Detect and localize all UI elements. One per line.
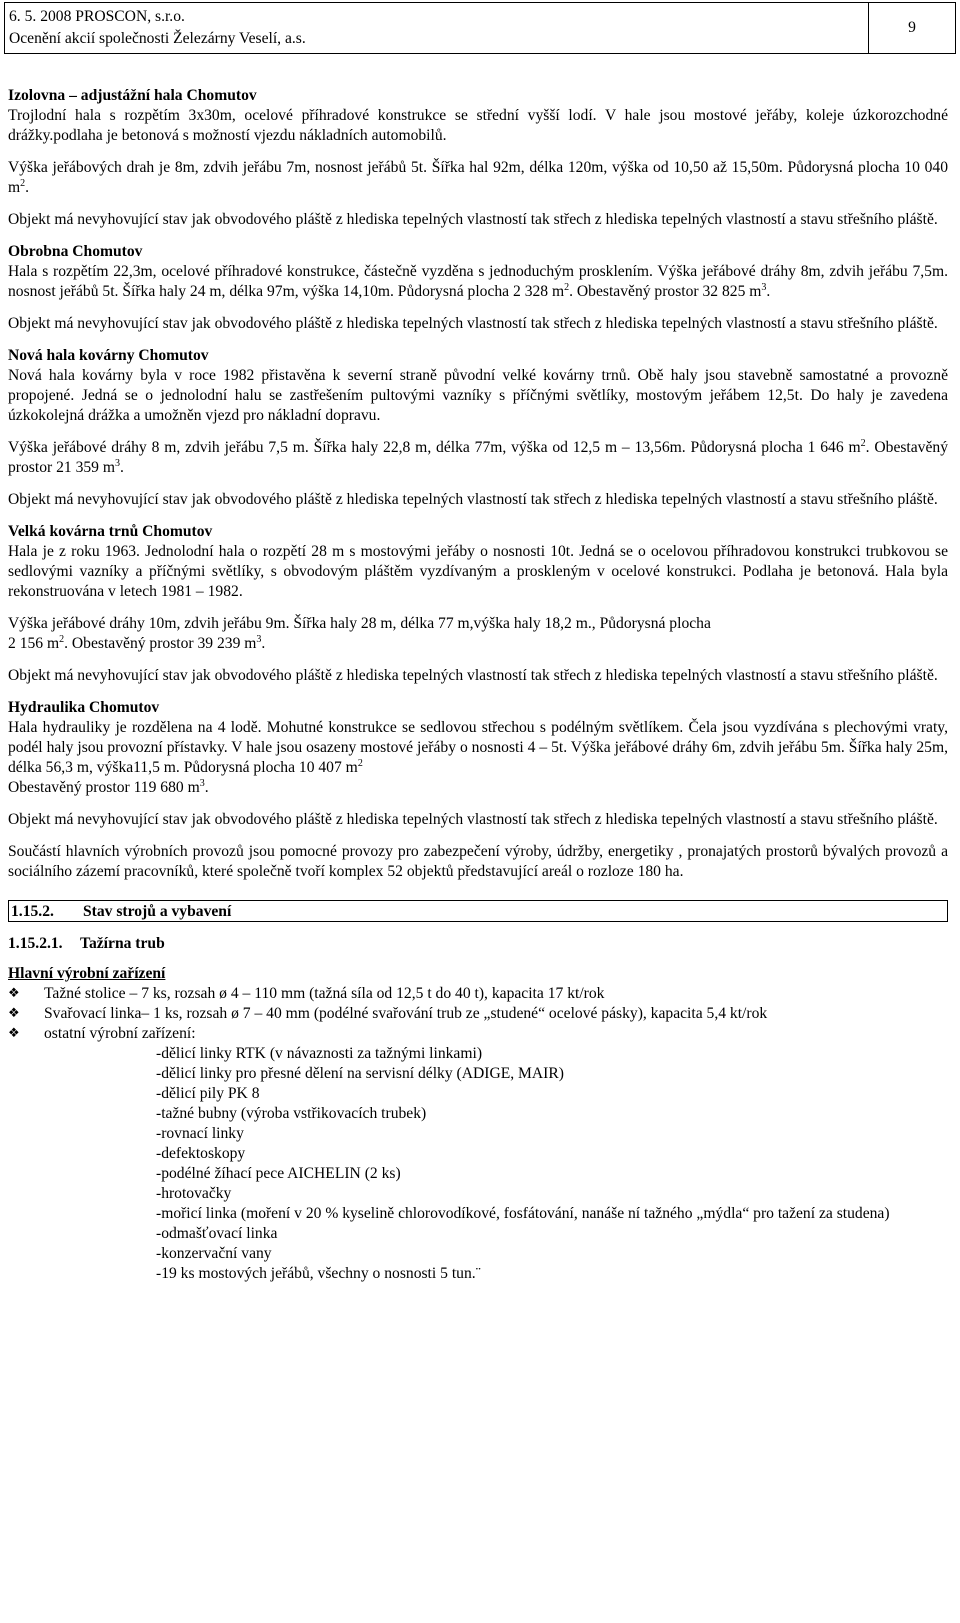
superscript: 3 [256,633,262,645]
kovarna-title: Nová hala kovárny Chomutov [8,347,209,364]
velka-kovarna-description: Hala je z roku 1963. Jednolodní hala o rozpětí 28 m s mostovými jeřáby o nosnosti 10t. Jedná se o ocelovou příhradovou konstrukci trubkovou se sedlovými vazníky a příčnými světlíky, s obvodovým pláštěm vyzdívaným a proskleným v ocelové konstrukci. Podlaha je betonová. Hala byla rekonstruována v letech 1981 – 1982. [8,543,948,600]
other-equipment-list [8,1044,948,1284]
equipment-list [8,984,948,1044]
list-item-text: Tažné stolice – 7 ks, rozsah ø 4 – 110 mm (tažná síla od 12,5 t do 40 t), kapacita 17 kt/rok [44,985,605,1002]
hydraulika-title: Hydraulika Chomutov [8,699,160,716]
list-item: -podélné žíhací pece AICHELIN (2 ks) [156,1165,401,1182]
izolovna-title: Izolovna – adjustážní hala Chomutov [8,87,257,104]
velka-dimensions-text: Výška jeřábové dráhy 10m, zdvih jeřábu 9m. Šířka haly 28 m, délka 77 m,výška haly 18,2 m., Půdorysná plocha [8,615,711,632]
diamond-bullet-icon: ❖ [8,1006,20,1021]
kovarna-description: Nová hala kovárny byla v roce 1982 přistavěna k severní straně původní velké kovárny trnů. Obě haly jsou stavebně samostatné a provozně propojené. Jedná se o jednolodní halu se zastřešením pultovými vazníky s příčnými světlíky, mostovým jeřábem 12,5t. Do haly je zavedena úzkokolejná drážka a umožněn vjezd pro nákladní dopravu. [8,367,948,424]
soucasti-paragraph: Součástí hlavních výrobních provozů jsou pomocné provozy pro zabezpečení výroby, údržby, energetiky , pronajatých prostorů bývalých provozů a sociálního zázemí pracovníků, které společně tvoří komplex 52 objektů představující areál o rozloze 180 ha. [8,843,948,880]
list-item: -odmašťovací linka [156,1225,278,1242]
izolovna-description: Trojlodní hala s rozpětím 3x30m, ocelové příhradové konstrukce se střední vyšší lodí. V hale jsou mostové jeřáby, koleje úzkorozchodné drážky.podlaha je betonová s možností vjezdu nákladních automobilů. [8,107,948,144]
subsection-title: Tažírna trub [80,935,165,952]
punctuation: . [25,179,30,196]
punctuation: . [120,459,124,476]
superscript: 3 [199,777,205,789]
list-item: -dělicí linky pro přesné dělení na servisní délky (ADIGE, MAIR) [156,1065,564,1082]
hydraulika-condition: Objekt má nevyhovující stav jak obvodového pláště z hlediska tepelných vlastností tak střech z hlediska tepelných vlastností a stavu střešního pláště. [8,811,938,828]
list-item: -defektoskopy [156,1145,246,1162]
obrobna-title: Obrobna Chomutov [8,243,143,260]
list-item: -rovnací linky [156,1125,244,1142]
superscript: 2 [20,177,26,189]
list-item [8,1004,948,1024]
section-title: Stav strojů a vybavení [83,903,232,920]
kovarna-condition: Objekt má nevyhovující stav jak obvodového pláště z hlediska tepelných vlastností tak střech z hlediska tepelných vlastností a stavu střešního pláště. [8,491,938,508]
velka-volume-text: . Obestavěný prostor 39 239 m [64,635,257,652]
subsection-heading [8,934,948,954]
punctuation: . [204,779,209,796]
punctuation: . [261,635,266,652]
velka-kovarna-title: Velká kovárna trnů Chomutov [8,523,213,540]
list-item: -dělicí linky RTK (v návaznosti za tažnými linkami) [156,1045,483,1062]
section-heading [8,900,948,922]
punctuation: . [766,283,771,300]
hydraulika-text: Hala hydrauliky je rozdělena na 4 lodě. Mohutné konstrukce se sedlovou střechou s podélným světlíkem. Čela jsou vyzdívána s plechovými vraty, podél haly jsou provozní přístavky. V hale jsou osazeny mostové jeřáby o nosnosti 4 – 5t. Výška jeřábové dráhy 6m, zdvih jeřábu 5m. Šířka haly 25m, délka 56,3 m, výška11,5 m. Půdorysná plocha 10 407 m [8,719,948,776]
list-item: -dělicí pily PK 8 [156,1085,260,1102]
page-number: 9 [908,19,916,36]
kovarna-dimensions [8,438,948,478]
superscript: 2 [860,437,866,449]
obrobna-description [8,262,948,302]
superscript: 3 [761,281,767,293]
kovarna-dimensions-text: Výška jeřábové dráhy 8 m, zdvih jeřábu 7,5 m. Šířka haly 22,8 m, délka 77m, výška od 12,5 m – 13,56m. Půdorysná plocha 1 646 m [8,439,861,456]
list-item-text: Svařovací linka– 1 ks, rozsah ø 7 – 40 mm (podélné svařování trub ze „studené“ ocelové pásky), kapacita 5,4 kt/rok [44,1005,768,1022]
diamond-bullet-icon: ❖ [8,1026,20,1041]
header-info [5,3,869,53]
list-item: -19 ks mostových jeřábů, všechny o nosnosti 5 tun.¨ [156,1265,481,1282]
list-item: -hrotovačky [156,1185,232,1202]
izolovna-condition: Objekt má nevyhovující stav jak obvodového pláště z hlediska tepelných vlastností tak střech z hlediska tepelných vlastností a stavu střešního pláště. [8,211,938,228]
izolovna-dimensions-text: Výška jeřábových drah je 8m, zdvih jeřábu 7m, nosnost jeřábů 5t. Šířka hal 92m, délka 120m, výška od 10,50 až 15,50m. Půdorysná plocha 10 040 m [8,159,948,196]
superscript: 2 [564,281,570,293]
document-body [8,86,948,1284]
header-line-2: Ocenění akcií společnosti Železárny Veselí, a.s. [9,30,306,47]
obrobna-volume-text: . Obestavěný prostor 32 825 m [569,283,762,300]
list-item-text: ostatní výrobní zařízení: [44,1025,196,1042]
header-line-1: 6. 5. 2008 PROSCON, s.r.o. [9,8,185,25]
list-item [8,1024,948,1044]
superscript: 3 [115,457,120,469]
hydraulika-volume-text: Obestavěný prostor 119 680 m [8,779,200,796]
list-item: -tažné bubny (výroba vstřikovacích trubek) [156,1105,427,1122]
list-item [8,984,948,1004]
hydraulika-description [8,718,948,798]
velka-area-text: 2 156 m [8,635,60,652]
superscript: 2 [357,757,363,769]
velka-kovarna-dimensions [8,614,948,654]
subsection-number: 1.15.2.1. [8,935,63,952]
list-item: -mořicí linka (moření v 20 % kyselině chlorovodíkové, fosfátování, nanáše ní tažného „mýdla“ pro tažení za studena) [156,1205,890,1222]
izolovna-dimensions [8,158,948,198]
section-number: 1.15.2. [11,903,54,920]
equipment-heading: Hlavní výrobní zařízení [8,965,166,982]
page-header [4,2,956,54]
kovarna-volume-text: . Obestavěný prostor 21 359 m [8,439,948,476]
obrobna-text: Hala s rozpětím 22,3m, ocelové příhradové konstrukce, částečně vyzděna s jednoduchým prosklením. Výška jeřábové dráhy 8m, zdvih jeřábu 7,5m. nosnost jeřábů 5t. Šířka haly 24 m, délka 97m, výška 14,10m. Půdorysná plocha 2 328 m [8,263,948,300]
obrobna-condition: Objekt má nevyhovující stav jak obvodového pláště z hlediska tepelných vlastností tak střech z hlediska tepelných vlastností a stavu střešního pláště. [8,315,938,332]
velka-kovarna-condition: Objekt má nevyhovující stav jak obvodového pláště z hlediska tepelných vlastností tak střech z hlediska tepelných vlastností a stavu střešního pláště. [8,667,938,684]
diamond-bullet-icon: ❖ [8,986,20,1001]
list-item: -konzervační vany [156,1245,272,1262]
superscript: 2 [59,633,65,645]
